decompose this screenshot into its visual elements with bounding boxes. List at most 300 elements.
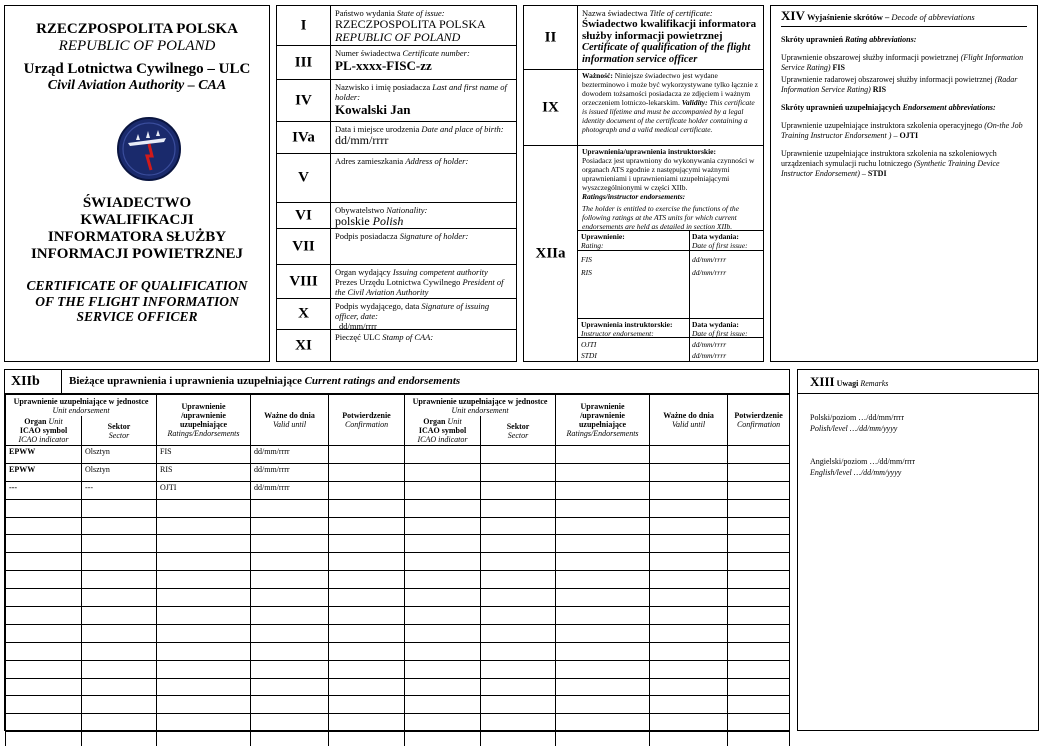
abbreviations-panel	[770, 5, 1038, 362]
rating-col-head-en: Rating:	[581, 241, 604, 250]
table-row	[6, 732, 790, 746]
field-certificate-number	[277, 46, 516, 80]
table-cell	[481, 553, 556, 571]
table-cell	[82, 571, 157, 589]
table-cell: dd/mm/rrrr	[251, 463, 329, 481]
endorsement-abbr-head-en: Endorsement abbreviations:	[902, 103, 996, 112]
table-cell	[82, 642, 157, 660]
instr-stdi: STDI	[581, 351, 597, 360]
table-cell	[650, 571, 728, 589]
field-holder-name	[277, 80, 516, 122]
current-ratings-title-en: Current ratings and endorsements	[304, 375, 461, 387]
table-cell	[650, 642, 728, 660]
table-cell	[405, 714, 481, 732]
table-cell	[6, 607, 82, 625]
table-cell: ---	[6, 481, 82, 499]
field-number: X	[298, 305, 309, 322]
ratings-head-en: Ratings/instructor endorsements:	[582, 192, 686, 201]
table-cell	[82, 714, 157, 732]
field-label-en: Signature of issuing officer, date:	[335, 301, 490, 321]
ratings-text-en: The holder is entitled to exercise the functions of the following ratings at the ATS units for which current endorsements are held as detailed in section XIIb.	[582, 204, 739, 231]
table-cell	[251, 553, 329, 571]
field-nationality	[277, 203, 516, 229]
table-cell	[251, 517, 329, 535]
field-label: Państwo wydania	[335, 8, 395, 18]
validity-text-en: This certificate is issued lifetime and must be accompanied by a legal identity document of the certificate holder containing a photograph and a valid medical certificate.	[582, 98, 755, 134]
table-cell	[481, 571, 556, 589]
rating-fis-date: dd/mm/rrrr	[692, 255, 727, 264]
table-cell	[82, 624, 157, 642]
field-label: Pieczęć ULC	[335, 332, 381, 342]
abbr-ris: Uprawnienie radarowej obszarowej służby informacji powietrznej (Radar Information Service Rating) RIS	[781, 75, 1018, 94]
field-label: Nazwa świadectwa	[582, 8, 648, 18]
rating-ris: RIS	[581, 268, 592, 277]
table-cell	[6, 678, 82, 696]
table-row	[6, 481, 790, 499]
table-cell	[650, 535, 728, 553]
field-holder-signature	[277, 229, 516, 265]
country-pl: RZECZPOSPOLITA POLSKA	[36, 21, 238, 37]
table-cell	[82, 607, 157, 625]
table-cell	[251, 589, 329, 607]
remarks-title-en: Remarks	[860, 379, 889, 388]
issue-date-value: dd/mm/rrrr	[339, 321, 377, 331]
table-cell	[728, 660, 790, 678]
table-cell	[157, 571, 251, 589]
table-row	[6, 553, 790, 571]
table-cell	[481, 624, 556, 642]
table-row	[6, 607, 790, 625]
unit-endorsement-head-2: Uprawnienie uzupełniające w jednostce Unit endorsement	[405, 395, 556, 417]
table-cell	[329, 696, 405, 714]
field-validity	[524, 70, 763, 146]
field-label-en: State of issue:	[396, 8, 445, 18]
table-cell	[481, 481, 556, 499]
table-cell	[157, 660, 251, 678]
remark-polish-en: Polish/level …/dd/mm/yyyy	[810, 424, 898, 433]
field-label: Nazwisko i imię posiadacza	[335, 82, 431, 92]
table-cell	[481, 607, 556, 625]
nationality-value: polskie	[335, 214, 370, 228]
table-row	[6, 571, 790, 589]
table-cell	[329, 589, 405, 607]
table-cell	[157, 517, 251, 535]
table-row	[6, 499, 790, 517]
table-cell	[251, 732, 329, 746]
table-row	[6, 714, 790, 732]
table-cell	[329, 732, 405, 746]
abbr-fis: Uprawnienie obszarowej służby informacji powietrznej (Flight Information Service Rating) FIS	[781, 53, 1024, 72]
table-cell	[6, 535, 82, 553]
remark-english: Angielski/poziom …/dd/mm/rrrr	[810, 457, 916, 466]
table-cell	[405, 660, 481, 678]
table-cell	[329, 481, 405, 499]
field-label: Adres zamieszkania	[335, 156, 404, 166]
table-cell	[556, 624, 650, 642]
authority-value-en: President of the Civil Aviation Authority	[335, 277, 504, 297]
date-col-head-en: Date of first issue:	[692, 241, 748, 250]
field-number: VII	[292, 238, 315, 254]
table-cell	[650, 517, 728, 535]
table-cell	[728, 499, 790, 517]
abbreviations-title: Wyjaśnienie skrótów –	[806, 12, 890, 22]
table-cell	[157, 678, 251, 696]
table-cell	[481, 517, 556, 535]
table-cell	[329, 553, 405, 571]
holder-name-value: Kowalski Jan	[335, 102, 411, 117]
table-cell	[556, 463, 650, 481]
field-label-en: Stamp of CAA:	[382, 332, 434, 342]
table-cell	[251, 571, 329, 589]
table-cell	[556, 517, 650, 535]
table-cell	[82, 589, 157, 607]
table-cell	[728, 553, 790, 571]
table-cell	[556, 642, 650, 660]
field-number: V	[298, 169, 309, 186]
field-date-of-birth	[277, 122, 516, 154]
table-cell	[157, 624, 251, 642]
certificate-title-value-en: Certificate of qualification of the flight information service officer	[582, 42, 751, 65]
table-cell	[405, 446, 481, 464]
table-cell	[82, 660, 157, 678]
field-label-en: Issuing competent authority	[392, 267, 488, 277]
field-state-of-issue	[277, 6, 516, 46]
field-label-en: Title of certificate:	[649, 8, 713, 18]
instr-ojti: OJTI	[581, 340, 597, 349]
field-address	[277, 154, 516, 203]
table-row	[6, 660, 790, 678]
table-cell	[82, 535, 157, 553]
table-cell	[405, 517, 481, 535]
current-ratings-title: Bieżące uprawnienia i uprawnienia uzupełniające	[69, 375, 302, 387]
table-cell	[556, 535, 650, 553]
remark-english-en: English/level …/dd/mm/yyyy	[810, 468, 902, 477]
date-of-birth-value: dd/mm/rrrr	[335, 133, 389, 147]
table-row	[6, 642, 790, 660]
valid-until-head: Ważne do dnia Valid until	[251, 395, 329, 446]
instr-col-head-en: Instructor endorsement:	[581, 329, 654, 338]
table-cell	[650, 732, 728, 746]
table-cell	[650, 481, 728, 499]
table-cell	[157, 499, 251, 517]
table-cell	[481, 589, 556, 607]
current-ratings-panel	[4, 369, 790, 731]
table-cell	[157, 696, 251, 714]
validity-label: Ważność:	[582, 71, 613, 80]
sector-head-2: Sektor Sector	[481, 416, 556, 446]
ulc-logo	[116, 116, 182, 182]
table-cell	[329, 678, 405, 696]
table-cell	[329, 660, 405, 678]
table-cell	[405, 642, 481, 660]
ratings-text: Posiadacz jest uprawniony do wykonywania czynności w organach ATS zgodnie z następującymi ważnymi uprawnieniami i uprawnieniami uzupełniającymi wyszczególnionymi w części XIIb.	[582, 156, 755, 192]
authority-en: Civil Aviation Authority – CAA	[47, 78, 227, 93]
field-label: Obywatelstwo	[335, 205, 385, 215]
rating-fis: FIS	[581, 255, 592, 264]
section-number: XIV	[781, 8, 805, 23]
table-row	[6, 696, 790, 714]
instr-ojti-date: dd/mm/rrrr	[692, 340, 727, 349]
table-cell	[556, 660, 650, 678]
table-cell	[556, 446, 650, 464]
table-cell	[650, 499, 728, 517]
table-cell	[650, 714, 728, 732]
table-cell	[556, 678, 650, 696]
table-cell	[157, 553, 251, 571]
field-label-en: Nationality:	[386, 205, 428, 215]
table-cell: EPWW	[6, 463, 82, 481]
table-cell	[6, 696, 82, 714]
field-issuing-authority	[277, 265, 516, 299]
table-cell: ---	[82, 481, 157, 499]
table-cell	[251, 678, 329, 696]
table-cell	[157, 642, 251, 660]
table-cell	[405, 607, 481, 625]
section-number: XIIb	[5, 370, 62, 393]
table-cell	[405, 499, 481, 517]
table-cell	[405, 571, 481, 589]
table-cell: dd/mm/rrrr	[251, 446, 329, 464]
table-cell	[329, 642, 405, 660]
table-cell	[556, 607, 650, 625]
table-cell	[556, 481, 650, 499]
table-cell	[728, 535, 790, 553]
table-cell	[6, 714, 82, 732]
table-cell: FIS	[157, 446, 251, 464]
table-cell	[405, 463, 481, 481]
table-cell	[6, 499, 82, 517]
table-cell	[556, 589, 650, 607]
table-cell	[6, 732, 82, 746]
instr-date-col-head-en: Date of first issue:	[692, 329, 748, 338]
table-cell: Olsztyn	[82, 446, 157, 464]
table-cell	[251, 642, 329, 660]
table-cell	[329, 463, 405, 481]
table-cell	[251, 607, 329, 625]
table-cell	[6, 571, 82, 589]
field-certificate-title	[524, 6, 763, 70]
title-en: CERTIFICATE OF QUALIFICATION OF THE FLIGHT INFORMATION SERVICE OFFICER	[26, 278, 248, 324]
rating-abbr-head: Skróty uprawnień	[781, 35, 844, 44]
date-col-head: Data wydania:	[692, 232, 739, 241]
field-ratings	[524, 146, 763, 361]
sector-head: Sektor Sector	[82, 416, 157, 446]
table-cell	[157, 535, 251, 553]
table-cell	[251, 696, 329, 714]
remarks-header	[798, 374, 1038, 394]
table-cell	[650, 660, 728, 678]
table-cell	[728, 642, 790, 660]
table-row	[6, 463, 790, 481]
abbreviations-title-en: Decode of abbreviations	[891, 12, 975, 22]
table-cell	[82, 732, 157, 746]
table-cell	[82, 696, 157, 714]
table-cell	[405, 696, 481, 714]
table-cell	[481, 642, 556, 660]
table-cell	[329, 714, 405, 732]
table-cell	[82, 553, 157, 571]
field-number: I	[300, 17, 307, 33]
rating-col-head: Uprawnienie:	[581, 232, 625, 241]
table-cell: Olsztyn	[82, 463, 157, 481]
holder-panel	[276, 5, 517, 362]
table-cell	[329, 535, 405, 553]
table-cell	[481, 660, 556, 678]
remarks-title: Uwagi	[836, 379, 859, 388]
table-row	[6, 678, 790, 696]
remark-polish: Polski/poziom …/dd/mm/rrrr	[810, 413, 904, 422]
table-cell	[82, 499, 157, 517]
field-number: III	[294, 54, 313, 70]
table-cell	[650, 696, 728, 714]
rating-abbr-head-en: Rating abbreviations:	[845, 35, 917, 44]
table-cell	[6, 660, 82, 678]
table-cell	[650, 446, 728, 464]
table-cell	[329, 446, 405, 464]
field-number: VI	[295, 207, 312, 223]
table-cell	[405, 624, 481, 642]
table-cell	[6, 517, 82, 535]
organ-head-2: Organ Unit ICAO symbol ICAO indicator	[405, 416, 481, 446]
table-cell	[650, 607, 728, 625]
table-row	[6, 517, 790, 535]
table-cell	[6, 624, 82, 642]
table-cell	[481, 696, 556, 714]
ratings-panel	[523, 5, 764, 362]
table-cell	[728, 589, 790, 607]
table-cell	[329, 517, 405, 535]
table-cell	[481, 714, 556, 732]
certificate-title-value: Świadectwo kwalifikacji informatora służby informacji powietrznej	[582, 18, 757, 42]
table-cell	[329, 607, 405, 625]
field-label: Podpis posiadacza	[335, 231, 398, 241]
field-label: Organ wydający	[335, 267, 391, 277]
field-label: Podpis wydającego, data	[335, 301, 420, 311]
validity-text: Niniejsze świadectwo jest wydane bezterminowo i może być wykorzystywane tylko łącznie z dowodem tożsamości posiadacza ze zdjęciem i ważnym orzeczeniem lotniczo-lekarskim.	[582, 71, 758, 107]
title-pl: ŚWIADECTWO KWALIFIKACJI INFORMATORA SŁUŻBY INFORMACJI POWIETRZNEJ	[30, 195, 244, 262]
unit-endorsement-head: Uprawnienie uzupełniające w jednostce Unit endorsement	[6, 395, 157, 417]
country-en: REPUBLIC OF POLAND	[58, 38, 216, 54]
confirmation-head-2: Potwierdzenie Confirmation	[728, 395, 790, 446]
table-cell	[157, 607, 251, 625]
table-cell	[251, 499, 329, 517]
instr-date-col-head: Data wydania:	[692, 320, 739, 329]
table-cell	[82, 517, 157, 535]
instr-stdi-date: dd/mm/rrrr	[692, 351, 727, 360]
table-cell	[405, 732, 481, 746]
table-cell	[157, 714, 251, 732]
field-label-en: Signature of holder:	[399, 231, 469, 241]
table-cell	[481, 535, 556, 553]
table-cell	[481, 463, 556, 481]
table-cell	[481, 446, 556, 464]
field-label-en: Certificate number:	[402, 48, 470, 58]
table-cell	[6, 589, 82, 607]
table-cell	[157, 589, 251, 607]
table-cell	[329, 624, 405, 642]
table-cell	[481, 678, 556, 696]
table-cell	[329, 571, 405, 589]
table-cell: dd/mm/rrrr	[251, 481, 329, 499]
authority-pl: Urząd Lotnictwa Cywilnego – ULC	[23, 61, 251, 77]
state-value: RZECZPOSPOLITA POLSKA	[335, 17, 486, 31]
table-cell	[556, 499, 650, 517]
ratings-head: Uprawnienia/uprawnienia instruktorskie:	[582, 147, 716, 156]
table-cell	[556, 571, 650, 589]
table-cell	[728, 624, 790, 642]
certificate-number-value: PL-xxxx-FISC-zz	[335, 58, 432, 73]
table-cell	[650, 589, 728, 607]
table-cell	[650, 678, 728, 696]
table-cell	[556, 553, 650, 571]
table-cell	[650, 463, 728, 481]
table-cell	[728, 571, 790, 589]
field-label: Data i miejsce urodzenia	[335, 124, 420, 134]
table-cell	[329, 499, 405, 517]
table-cell	[157, 732, 251, 746]
field-label-en: Date and place of birth:	[421, 124, 504, 134]
table-cell	[728, 517, 790, 535]
table-cell	[556, 732, 650, 746]
table-cell	[728, 696, 790, 714]
table-cell	[6, 642, 82, 660]
table-cell	[728, 678, 790, 696]
table-row	[6, 446, 790, 464]
field-number: IX	[542, 99, 559, 115]
table-cell	[405, 678, 481, 696]
field-number: VIII	[289, 273, 318, 289]
table-cell	[251, 714, 329, 732]
table-row	[6, 535, 790, 553]
table-cell	[728, 446, 790, 464]
endorsement-abbr-head: Skróty uprawnień uzupełniających	[781, 103, 901, 112]
table-cell	[650, 624, 728, 642]
table-cell	[728, 714, 790, 732]
cover-panel	[4, 5, 270, 362]
abbreviations-header	[781, 8, 1027, 27]
current-ratings-table	[5, 394, 790, 746]
table-cell	[251, 535, 329, 553]
table-cell	[405, 553, 481, 571]
table-cell	[728, 732, 790, 746]
table-cell: OJTI	[157, 481, 251, 499]
table-cell	[556, 696, 650, 714]
table-cell	[481, 499, 556, 517]
state-value-en: REPUBLIC OF POLAND	[335, 30, 461, 44]
organ-head: Organ Unit ICAO symbol ICAO indicator	[6, 416, 82, 446]
table-cell	[405, 535, 481, 553]
field-label-en: Address of holder:	[405, 156, 469, 166]
table-cell	[251, 660, 329, 678]
field-number: IV	[295, 92, 312, 108]
table-cell	[82, 678, 157, 696]
valid-until-head-2: Ważne do dnia Valid until	[650, 395, 728, 446]
table-cell	[6, 553, 82, 571]
table-cell	[728, 463, 790, 481]
abbr-ojti: Uprawnienie uzupełniające instruktora szkolenia operacyjnego (On-the Job Training Instructor Endorsement ) – OJTI	[781, 121, 1023, 140]
rating-head: Uprawnienie /uprawnienie uzupełniające Ratings/Endorsements	[157, 395, 251, 446]
rating-head-2: Uprawnienie /uprawnienie uzupełniające Ratings/Endorsements	[556, 395, 650, 446]
table-cell	[405, 589, 481, 607]
table-cell: EPWW	[6, 446, 82, 464]
field-number: XI	[295, 337, 312, 353]
nationality-value-en: Polish	[372, 214, 404, 228]
remarks-panel	[797, 369, 1039, 731]
table-cell	[481, 732, 556, 746]
table-cell	[650, 553, 728, 571]
table-cell	[251, 624, 329, 642]
table-row	[6, 589, 790, 607]
